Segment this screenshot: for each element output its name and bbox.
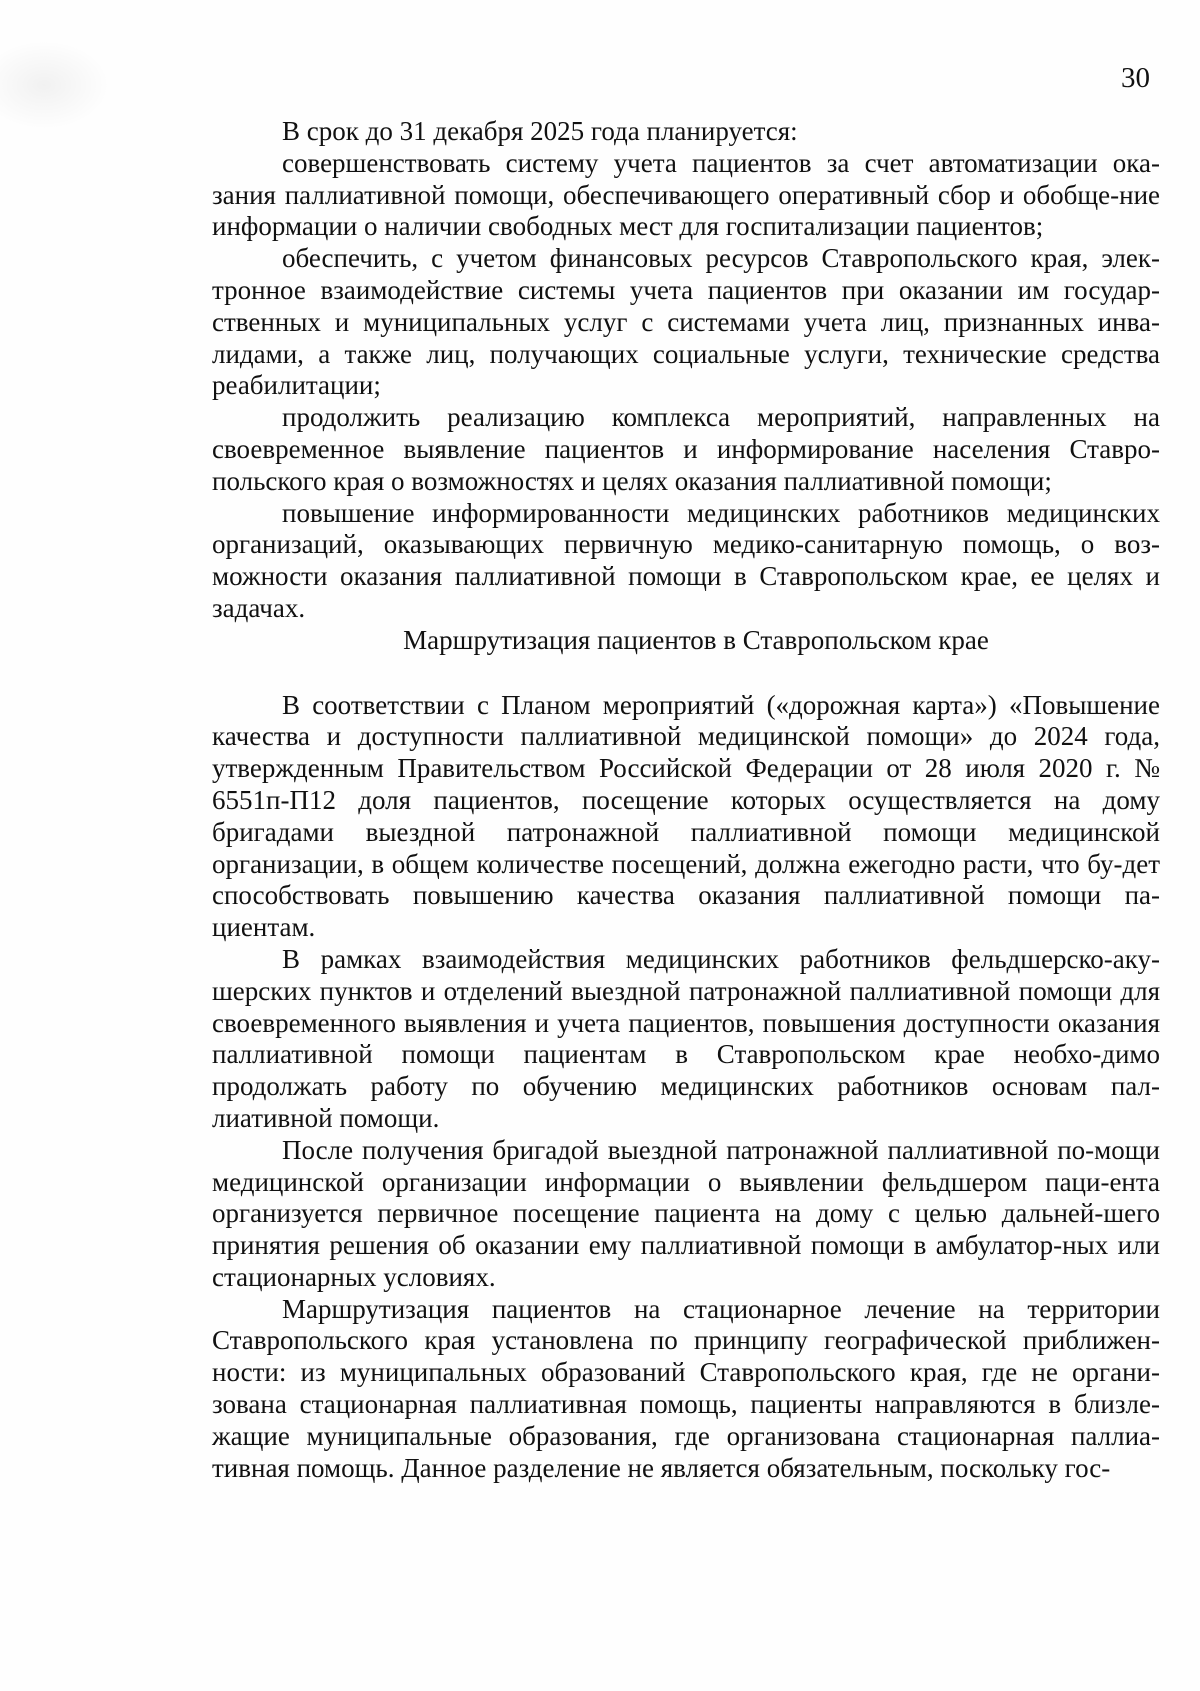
scan-artifact bbox=[0, 40, 110, 130]
paragraph: В рамках взаимодействия медицинских работников фельдшерско-аку-шерских пунктов и отделений выездной патронажной паллиативной помощи для своевременного выявления и учета пациентов, повышения доступности оказания паллиативной помощи пациентам в Ставропольском крае необхо-димо продолжать работу по обучению медицинских работников основам пал-лиативной помощи. bbox=[212, 943, 1160, 1133]
page-number: 30 bbox=[1121, 62, 1150, 94]
document-body bbox=[212, 116, 1160, 1484]
paragraph: совершенствовать систему учета пациентов за счет автоматизации ока-зания паллиативной помощи, обеспечивающего оперативный сбор и обобще-ние информации о наличии свободных мест для госпитализации пациентов; bbox=[212, 147, 1160, 242]
paragraph: После получения бригадой выездной патронажной паллиативной по-мощи медицинской организации информации о выявлении фельдшером паци-ента организуется первичное посещение пациента на дому с целью дальней-шего принятия решения об оказании ему паллиативной помощи в амбулатор-ных или стационарных условиях. bbox=[212, 1134, 1160, 1292]
paragraph: продолжить реализацию комплекса мероприятий, направленных на своевременное выявление пациентов и информирование населения Ставро-польского края о возможностях и целях оказания паллиативной помощи; bbox=[212, 402, 1160, 496]
paragraph: Маршрутизация пациентов на стационарное лечение на территории Ставропольского края установлена по принципу географической приближен-ности: из муниципальных образований Ставропольского края, где не органи-зована стационарная паллиативная помощь, пациенты направляются в близле-жащие муниципальные образования, где организована стационарная паллиа-тивная помощь. Данное разделение не является обязательным, поскольку гос- bbox=[212, 1293, 1160, 1483]
paragraph: В срок до 31 декабря 2025 года планируется: bbox=[282, 116, 798, 146]
section-heading: Маршрутизация пациентов в Ставропольском крае bbox=[403, 624, 989, 655]
paragraph: повышение информированности медицинских работников медицинских организаций, оказывающих первичную медико-санитарную помощь, о воз-можности оказания паллиативной помощи в Ставропольском крае, ее целях и задачах. bbox=[212, 497, 1160, 623]
paragraph: обеспечить, с учетом финансовых ресурсов Ставропольского края, элек-тронное взаимодействие системы учета пациентов при оказании им государ-ственных и муниципальных услуг с системами учета лиц, признанных инва-лидами, а также лиц, получающих социальные услуги, технические средства реабилитации; bbox=[212, 243, 1160, 401]
section-spacer bbox=[212, 657, 1160, 690]
paragraph: В соответствии с Планом мероприятий («дорожная карта») «Повышение качества и доступности паллиативной медицинской помощи» до 2024 года, утвержденным Правительством Российской Федерации от 28 июля 2020 г. № 6551п-П12 доля пациентов, посещение которых осуществляется на дому бригадами выездной патронажной паллиативной помощи медицинской организации, в общем количестве посещений, должна ежегодно расти, что бу-дет способствовать повышению качества оказания паллиативной помощи па-циентам. bbox=[212, 689, 1160, 943]
